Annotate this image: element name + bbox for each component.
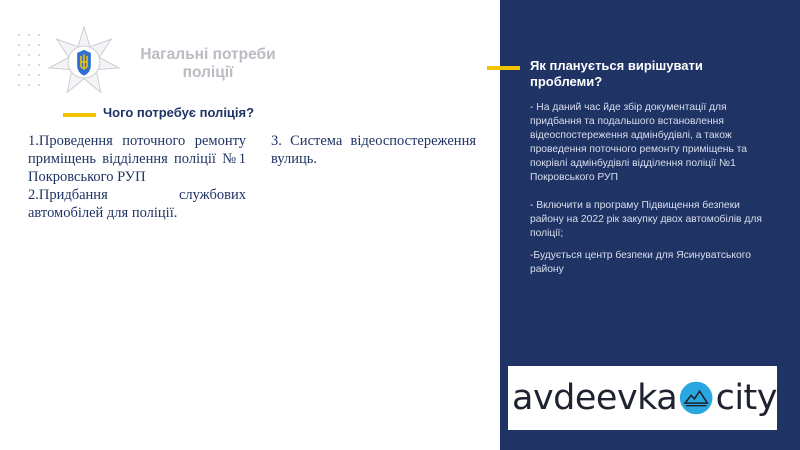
accent-bar	[63, 113, 96, 117]
solutions-heading: Як планується вирішувати проблеми?	[530, 58, 703, 89]
need-item: 2.Придбання службових автомобілей для поліції.	[28, 187, 246, 221]
mountains-circle-icon	[679, 379, 713, 417]
watermark-text-part2: city	[715, 378, 777, 418]
needs-column-right	[271, 132, 476, 168]
solution-item: -Будується центр безпеки для Ясинуватського району	[530, 250, 751, 275]
dot-grid-decoration	[18, 34, 42, 94]
site-watermark	[508, 366, 777, 430]
watermark-text-part1: avdeevka	[512, 378, 678, 418]
solution-item: - Включити в програму Підвищення безпеки району на 2022 рік закупку двох автомобілів для поліції;	[530, 200, 762, 239]
need-item: 3. Система відеоспостереження вулиць.	[271, 133, 476, 167]
police-emblem-icon	[46, 24, 122, 100]
needs-column-left	[28, 132, 246, 222]
accent-bar	[487, 66, 520, 70]
need-item: 1.Проведення поточного ремонту приміщень відділення поліції №1 Покровського РУП	[28, 133, 246, 185]
section-heading: Чого потребує поліція?	[103, 105, 255, 120]
solution-item: - На даний час йде збір документації для придбання та подальшого встановлення відеоспостереження адмінбудівлі, а також проведення поточного ремонту приміщень та покрівлі адмінбудівлі відділення поліції №1 Покровського РУП	[530, 102, 748, 183]
page-title: Нагальні потреби поліції	[140, 46, 276, 81]
